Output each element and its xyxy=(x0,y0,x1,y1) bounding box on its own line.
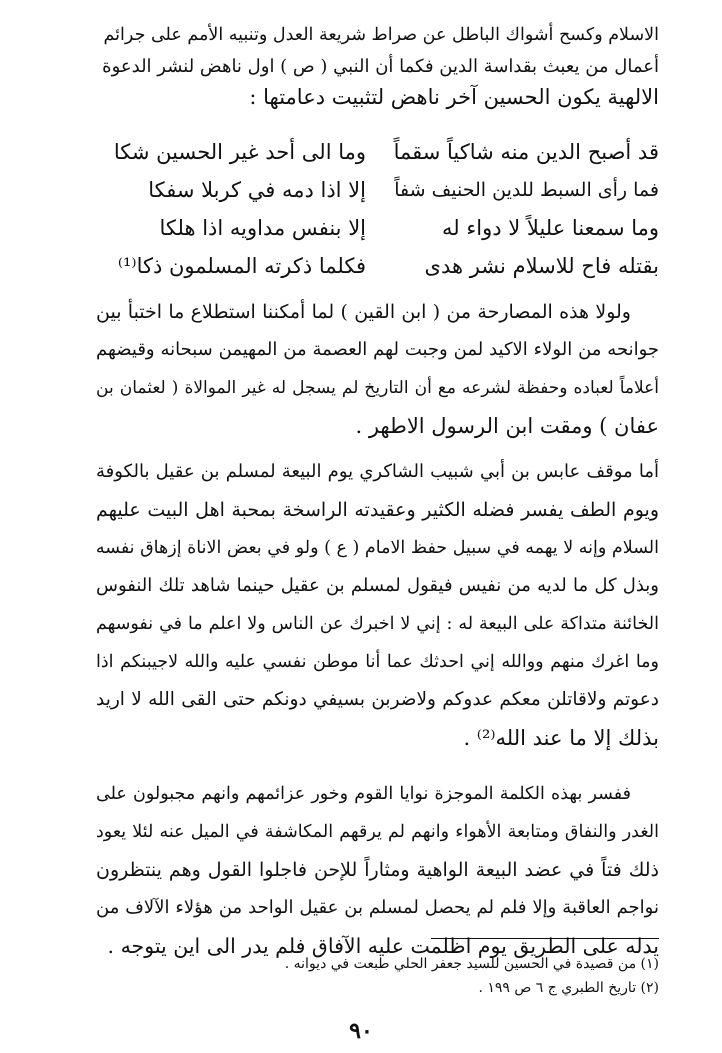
verse-first-half: قد أصبح الدين منه شاكياً سقماً xyxy=(393,140,659,164)
footnote: (٢) تاريخ الطبري ج ٦ ص ١٩٩ . xyxy=(478,980,659,996)
paragraph xyxy=(96,775,659,965)
poem-verse xyxy=(96,171,659,209)
page-number: ٩٠ xyxy=(349,1018,373,1044)
text-line: جوانحه من الولاء الاكيد لمن وجبت لهم العصمة من المهيمن سبحانه وقيضهم xyxy=(96,339,659,360)
footnotes xyxy=(285,952,659,1000)
verse-first-half: بقتله فاح للاسلام نشر هدى xyxy=(424,254,659,278)
verse-second-half: إلا اذا دمه في كربلا سفكا xyxy=(148,178,366,202)
text-line: أما موقف عابس بن أبي شبيب الشاكري يوم البيعة لمسلم بن عقيل بالكوفة xyxy=(96,461,659,482)
text-line: وما اغرك منهم ووالله إني احدثك عما أنا موطن نفسي عليه والله لاجيبنكم اذا xyxy=(96,652,659,672)
text-line: الاسلام وكسح أشواك الباطل عن صراط شريعة العدل وتنبيه الأمم على جرائم xyxy=(103,25,659,45)
text-line: ولولا هذه المصارحة من ( ابن القين ) لما أمكننا استطلاع ما اختبأ بين xyxy=(96,301,631,323)
poem-verse xyxy=(96,209,659,247)
text-line: بذلك إلا ما عند الله⁽²⁾ . xyxy=(463,726,659,750)
text-line: ذلك فتاً في عضد البيعة الواهية ومثاراً للإحن فاجلوا القول وهم ينتظرون xyxy=(96,859,659,881)
text-line: ويوم الطف يفسر فضله الكثير وعقيدته الراسخة بمحبة اهل البيت عليهم xyxy=(96,499,659,521)
text-line: يدله على الطريق يوم اظلمت عليه الآفاق فلم يدر الى اين يتوجه . xyxy=(107,934,659,958)
verse-second-half: إلا بنفس مداويه اذا هلكا xyxy=(159,216,366,240)
paragraph xyxy=(96,453,659,757)
verse-first-half: وما سمعنا عليلاً لا دواء له xyxy=(442,216,659,240)
poem xyxy=(96,133,659,285)
page-body xyxy=(96,20,659,965)
intro-text xyxy=(96,20,659,113)
verse-first-half: فما رأى السبط للدين الحنيف شفاً xyxy=(394,179,659,201)
text-line: الغدر والنفاق ومتابعة الأهواء وانهم لم يرقهم المكاشفة في الميل عنه لئلا يعود xyxy=(96,822,659,842)
text-line: السلام وإنه لا يهمه في سبيل حفظ الامام ( ع ) ولو في بعض الاناة إزهاق نفسه xyxy=(95,538,659,558)
text-line: ففسر بهذه الكلمة الموجزة نوايا القوم وخور عزائمهم وانهم مجبولون على xyxy=(96,784,631,804)
footnote-divider xyxy=(431,938,659,939)
poem-verse xyxy=(96,247,659,285)
footnote: (١) من قصيدة في الحسين للسيد جعفر الحلي طبعت في ديوانه . xyxy=(284,956,659,972)
text-line: عفان ) ومقت ابن الرسول الاطهر . xyxy=(355,414,659,438)
text-line: أعلاماً لعباده وحفظة لشرعه مع أن التاريخ لم يسجل له غير الموالاة ( لعثمان بن xyxy=(96,378,659,398)
text-line: نواجم العاقبة وإلا فلم لم يحصل لمسلم بن عقيل الواحد من هؤلاء الآلاف من xyxy=(96,897,659,918)
poem-verse xyxy=(96,133,659,171)
text-line: أعمال من يعبث بقداسة الدين فكما أن النبي ( ص ) اول ناهض لنشر الدعوة xyxy=(102,56,659,77)
verse-second-half: وما الى أحد غير الحسين شكا xyxy=(113,140,366,164)
verse-second-half: فكلما ذكرته المسلمون ذكا⁽¹⁾ xyxy=(117,254,366,278)
paragraph xyxy=(96,293,659,445)
text-line: وبذل كل ما لديه من نفيس فيقول لمسلم بن عقيل حينما شاهد تلك النفوس xyxy=(96,575,659,596)
text-line: الخائنة متداكة على البيعة له : إني لا اخبرك عن الناس ولا اعلم ما في نفوسهم xyxy=(96,614,659,634)
text-line: الالهية يكون الحسين آخر ناهض لتثبيت دعامتها : xyxy=(249,85,659,109)
text-line: دعوتم ولاقاتلن معكم عدوكم ولاضربن بسيفي دونكم حتى القى الله لا اريد xyxy=(96,689,659,710)
